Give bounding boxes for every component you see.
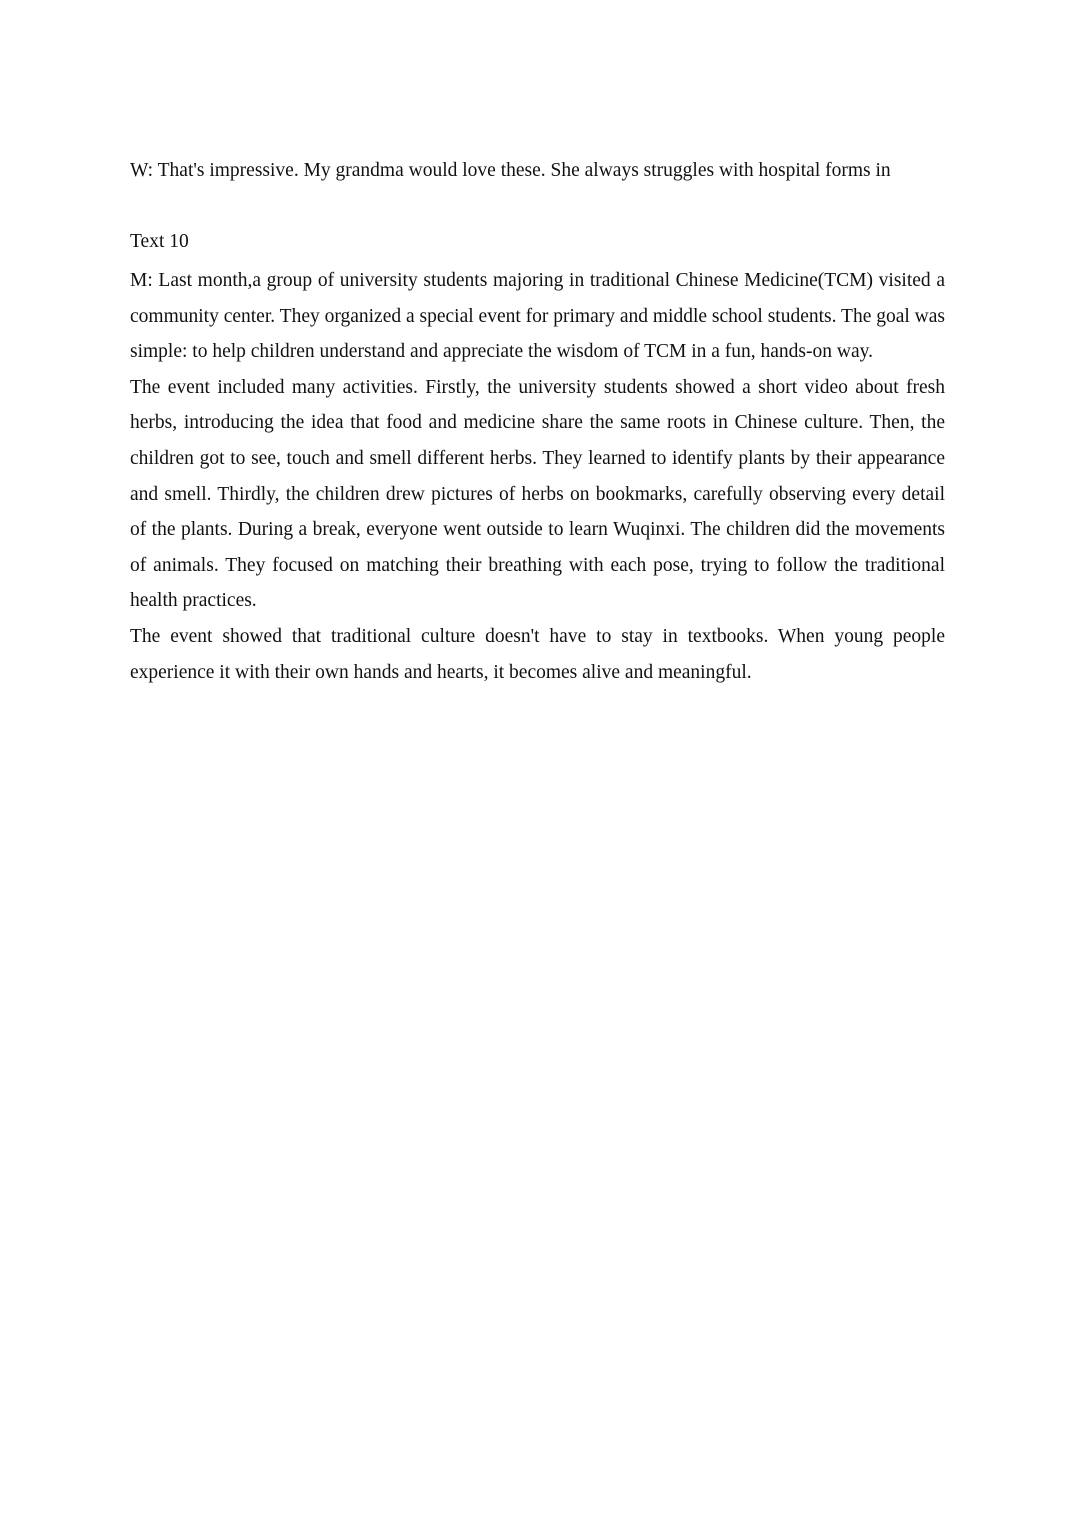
passage-paragraph-2: The event included many activities. Firstly, the university students showed a short video about fresh herbs, introducing the idea that food and medicine share the same roots in Chinese culture. Then, the children got to see, touch and smell different herbs. They learned to identify plants by their appearance and smell. Thirdly, the children drew pictures of herbs on bookmarks, carefully observing every detail of the plants. During a break, everyone went outside to learn Wuqinxi. The children did the movements of animals. They focused on matching their breathing with each pose, trying to follow the traditional health practices.: [130, 376, 945, 612]
passage-paragraph-3: The event showed that traditional culture doesn't have to stay in textbooks. When young people experience it with their own hands and hearts, it becomes alive and meaningful.: [130, 625, 945, 683]
section-title: Text 10: [130, 231, 189, 252]
dialogue-line: W: That's impressive. My grandma would love these. She always struggles with hospital forms in: [130, 160, 891, 181]
passage-paragraph-1: M: Last month,a group of university students majoring in traditional Chinese Medicine(TCM) visited a community center. They organized a special event for primary and middle school students. The goal was simple: to help children understand and appreciate the wisdom of TCM in a fun, hands-on way.: [130, 270, 945, 363]
passage-body: [130, 263, 945, 690]
